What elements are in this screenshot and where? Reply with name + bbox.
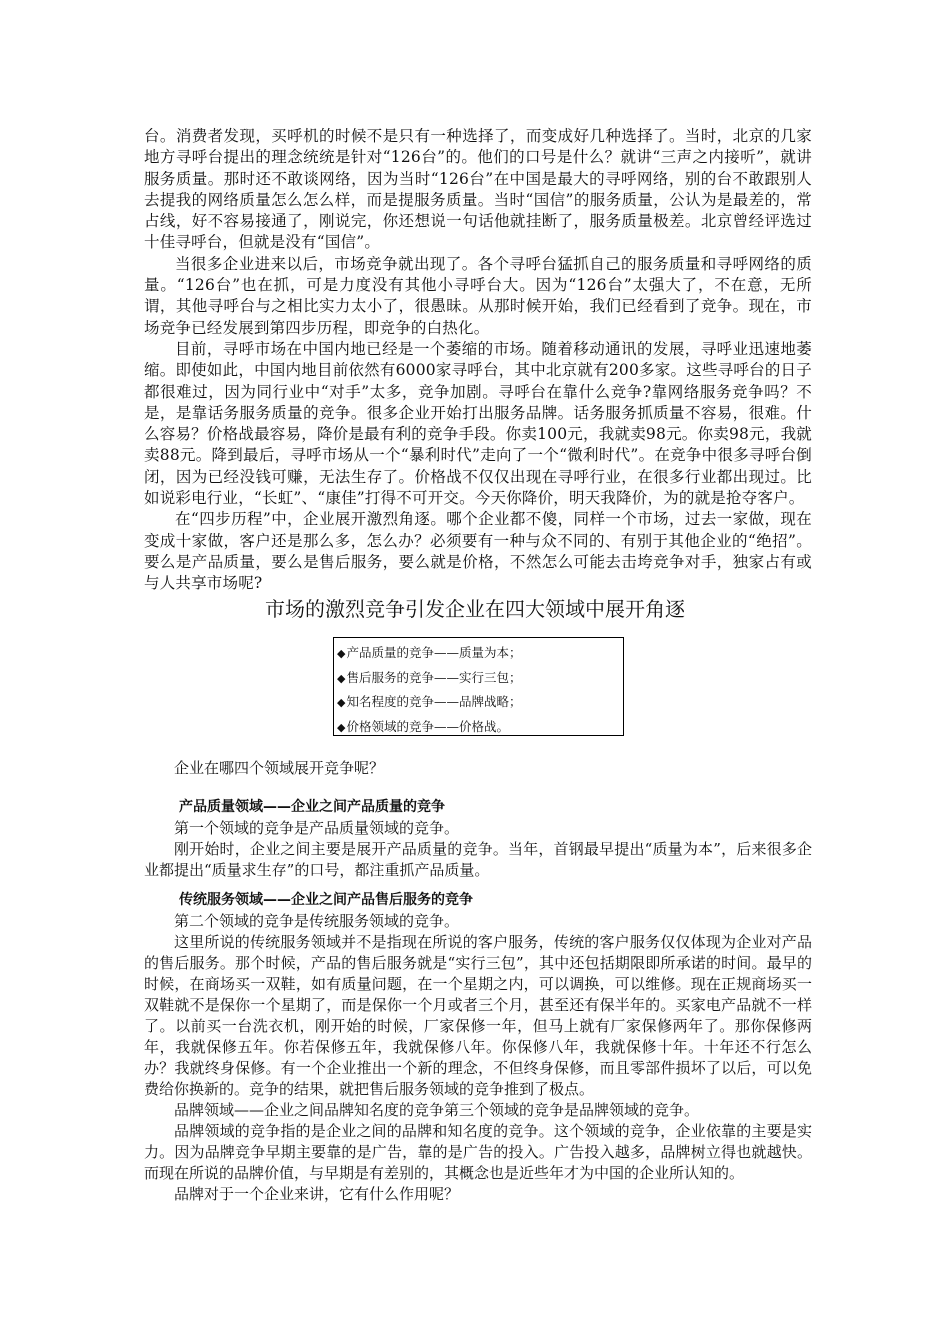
box-item-text: 售后服务的竞争——实行三包； xyxy=(346,669,522,685)
section-heading: 传统服务领域——企业之间产品售后服务的竞争 xyxy=(179,892,473,908)
intro-section xyxy=(144,126,812,595)
section-heading: 产品质量领域——企业之间产品质量的竞争 xyxy=(179,799,445,815)
section-line: 第一个领域的竞争是产品质量领域的竞争。 xyxy=(174,819,460,837)
intro-paragraph: 在“四步历程”中，企业展开激烈角逐。哪个企业都不傻，同样一个市场，过去一家做，现在变成十家做，客户还是那么多，怎么办？必须要有一种与众不同的、有别于其他企业的“绝招”。要么是产品质量，要么是售后服务，要么就是价格，不然怎么可能去击垮竞争对手，独家占有或与人共享市场呢? xyxy=(144,510,812,593)
section-title: 市场的激烈竞争引发企业在四大领域中展开角逐 xyxy=(265,597,685,621)
section-line: 品牌领域的竞争指的是企业之间的品牌和知名度的竞争。这个领域的竞争，企业依靠的主要是实力。因为品牌竞争早期主要靠的是广告，靠的是广告的投入。广告投入越多，品牌树立得也就越快。而现在所说的品牌价值，与早期是有差别的，其概念也是近些年才为中国的企业所认知的。 xyxy=(144,1122,812,1182)
section-line: 品牌领域——企业之间品牌知名度的竞争第三个领域的竞争是品牌领域的竞争。 xyxy=(174,1101,700,1119)
diamond-bullet-icon: ◆ xyxy=(337,696,346,709)
section-line: 刚开始时，企业之间主要是展开产品质量的竞争。当年，首钢最早提出“质量为本”，后来很多企业都提出“质量求生存”的口号，都注重抓产品质量。 xyxy=(144,840,812,879)
box-item-text: 知名程度的竞争——品牌战略； xyxy=(346,694,522,709)
section-line: 品牌对于一个企业来讲，它有什么作用呢？ xyxy=(174,1185,460,1203)
section-after-sales xyxy=(144,890,812,1205)
box-item xyxy=(337,641,623,666)
question-block xyxy=(144,758,812,779)
intro-paragraph: 目前，寻呼市场在中国内地已经是一个萎缩的市场。随着移动通讯的发展，寻呼业迅速地萎缩。即使如此，中国内地目前依然有6000家寻呼台，其中北京就有200多家。这些寻呼台的日子都很难过，因为同行业中“对手”太多，竞争加剧。寻呼台在靠什么竞争?靠网络服务竞争吗？不是，是靠话务服务质量的竞争。很多企业开始打出服务品牌。话务服务抓质量不容易，很难。什么容易？价格战最容易，降价是最有利的竞争手段。你卖100元，我就卖98元。你卖98元，我就卖88元。降到最后，寻呼市场从一个“暴利时代”走向了一个“微利时代”。在竞争中很多寻呼台倒闭，因为已经没钱可赚，无法生存了。价格战不仅仅出现在寻呼行业，在很多行业都出现过。比如说彩电行业，“长虹”、“康佳”打得不可开交。今天你降价，明天我降价，为的就是抢夺客户。 xyxy=(144,339,812,508)
section-product-quality xyxy=(144,797,812,881)
competition-areas-box xyxy=(333,637,624,736)
diamond-bullet-icon: ◆ xyxy=(337,647,346,660)
section-line: 这里所说的传统服务领域并不是指现在所说的客户服务，传统的客户服务仅仅体现为企业对产品的售后服务。那个时候，产品的售后服务就是“实行三包”，其中还包括期限即所承诺的时间。最早的时候，在商场买一双鞋，如有质量问题，在一个星期之内，可以调换，可以维修。现在正规商场买一双鞋就不是保你一个星期了，而是保你一个月或者三个月，甚至还有保半年的。买家电产品就不一样了。以前买一台洗衣机，刚开始的时候，厂家保修一年，但马上就有厂家保修两年了。那你保修两年，我就保修五年。你若保修五年，我就保修八年。你保修八年，我就保修十年。十年还不行怎么办？我就终身保修。有一个企业推出一个新的理念，不但终身保修，而且零部件损坏了以后，可以免费给你换新的。竞争的结果，就把售后服务领域的竞争推到了极点。 xyxy=(144,933,812,1098)
intro-paragraph: 台。消费者发现，买呼机的时候不是只有一种选择了，而变成好几种选择了。当时，北京的几家地方寻呼台提出的理念统统是针对“126台”的。他们的口号是什么？就讲“三声之内接听”，就讲服务质量。那时还不敢谈网络，因为当时“126台”在中国是最大的寻呼网络，别的台不敢跟别人去提我的网络质量怎么怎么样，而是提服务质量。当时“国信”的服务质量，公认为是最差的，常占线，好不容易接通了，刚说完，你还想说一句话他就挂断了，服务质量极差。北京曾经评选过十佳寻呼台，但就是没有“国信”。 xyxy=(144,127,812,252)
section-line: 第二个领域的竞争是传统服务领域的竞争。 xyxy=(174,912,460,930)
box-item-text: 产品质量的竞争——质量为本； xyxy=(346,645,522,660)
box-item xyxy=(337,666,623,691)
box-item xyxy=(337,690,623,715)
diamond-bullet-icon: ◆ xyxy=(337,671,346,685)
question-text: 企业在哪四个领域展开竞争呢？ xyxy=(174,759,385,777)
diamond-bullet-icon: ◆ xyxy=(337,720,346,734)
box-item xyxy=(337,715,623,740)
intro-paragraph: 当很多企业进来以后，市场竞争就出现了。各个寻呼台猛抓自己的服务质量和寻呼网络的质量。“126台”也在抓，可是力度没有其他小寻呼台大。因为“126台”太强大了，不在意，无所谓，其他寻呼台与之相比实力太小了，很愚昧。从那时候开始，我们已经看到了竞争。现在，市场竞争已经发展到第四步历程，即竞争的白热化。 xyxy=(144,254,812,337)
box-item-text: 价格领域的竞争——价格战。 xyxy=(346,718,509,734)
